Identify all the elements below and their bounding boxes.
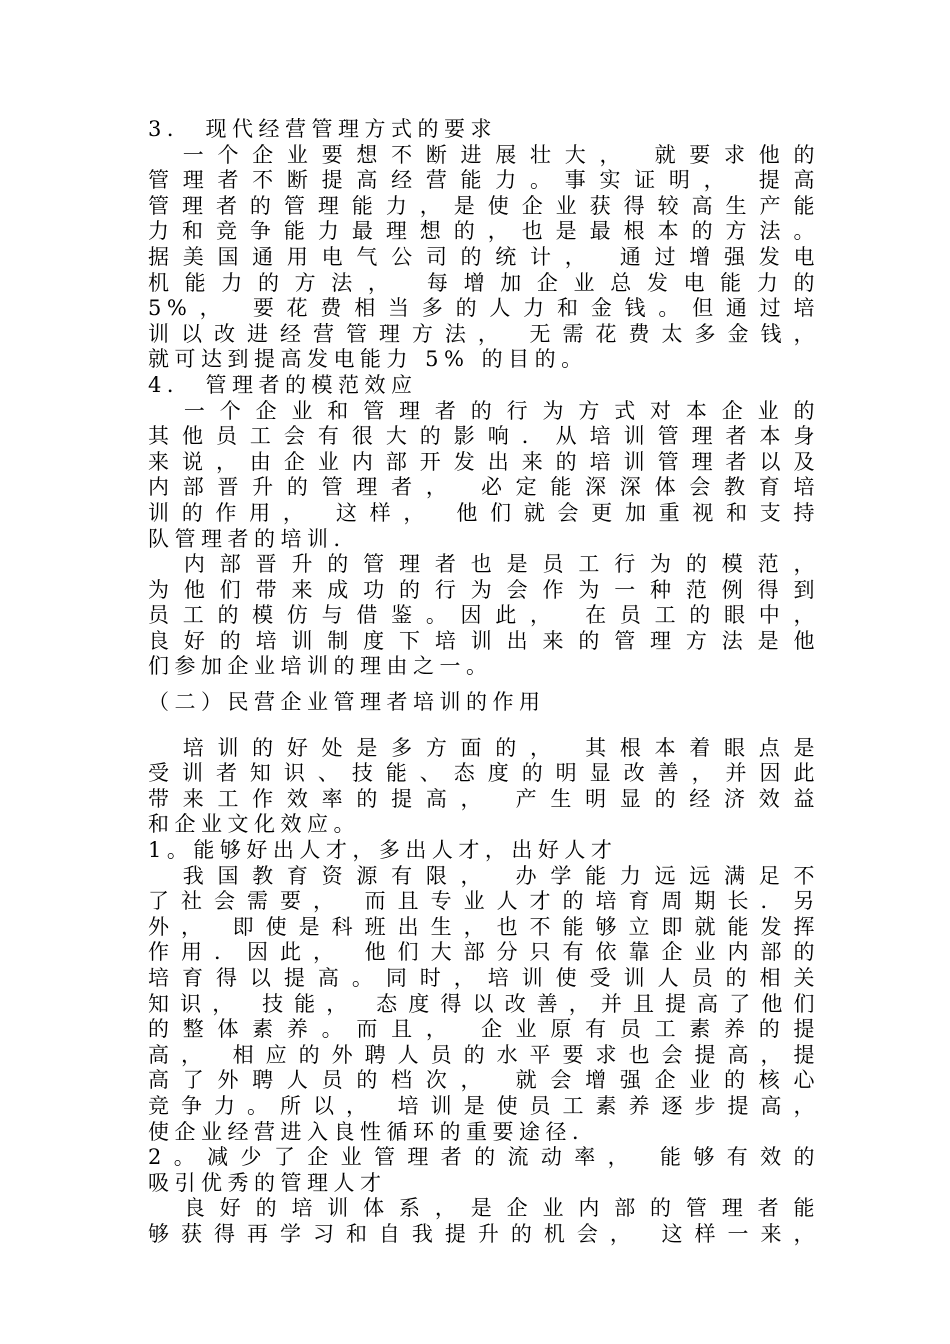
text-line: 高， 相应的外聘人员的水平要求也会提高，提 — [148, 1042, 820, 1067]
text-line: 据美国通用电气公司的统计， 通过增强发电 — [148, 244, 820, 269]
text-line: 力和竞争能力最理想的，也是最根本的方法。 — [148, 219, 820, 244]
text-line: 我国教育资源有限， 办学能力远远满足不 — [148, 863, 820, 888]
spacer — [148, 680, 820, 690]
text-line: 受训者知识、技能、态度的明显改善，并因此 — [148, 761, 820, 786]
text-line: 了社会需要， 而且专业人才的培育周期长．另 — [148, 889, 820, 914]
text-line: 够获得再学习和自我提升的机会， 这样一来， — [148, 1221, 820, 1246]
text-line: 为他们带来成功的行为会作为一种范例得到 — [148, 577, 820, 602]
text-line: 良好的培训制度下培训出来的管理方法是他 — [148, 628, 820, 653]
text-line: 知识， 技能， 态度得以改善，并且提高了他们 — [148, 991, 820, 1016]
text-line: 就可达到提高发电能力 5% 的目的。 — [148, 347, 588, 372]
text-line: 外， 即使是科班出生，也不能够立即就能发挥 — [148, 914, 820, 939]
text-line: 管理者不断提高经营能力。事实证明， 提高 — [148, 168, 820, 193]
heading-3: 3． 现代经营管理方式的要求 — [148, 117, 498, 141]
text-line: 高了外聘人员的档次， 就会增强企业的核心 — [148, 1068, 820, 1093]
document-body — [148, 117, 820, 1248]
text-line: 内部晋升的管理者， 必定能深深体会教育培 — [148, 475, 820, 500]
heading-2: 2。减少了企业管理者的流动率， 能够有效的 — [148, 1145, 820, 1170]
section-heading: （二）民营企业管理者培训的作用 — [148, 690, 546, 715]
text-line: 一个企业和管理者的行为方式对本企业的 — [148, 398, 820, 423]
text-line: 机能力的方法， 每增加企业总发电能力的 — [148, 270, 820, 295]
text-line: 使企业经营进入良性循环的重要途径． — [148, 1119, 599, 1144]
heading-2-continued: 吸引优秀的管理人才 — [148, 1170, 387, 1195]
text-line: 5%， 要花费相当多的人力和金钱。但通过培 — [148, 296, 820, 321]
text-line: 们参加企业培训的理由之一。 — [148, 654, 493, 679]
text-line: 训的作用， 这样， 他们就会更加重视和支持 — [148, 500, 820, 525]
text-line: 员工的模仿与借鉴。因此， 在员工的眼中， — [148, 603, 820, 628]
text-line: 管理者的管理能力，是使企业获得较高生产能 — [148, 193, 820, 218]
text-line: 队管理者的培训． — [148, 526, 360, 551]
heading-4: 4． 管理者的模范效应 — [148, 372, 418, 397]
text-line: 作用．因此， 他们大部分只有依靠企业内部的 — [148, 940, 820, 965]
text-line: 带来工作效率的提高， 产生明显的经济效益 — [148, 786, 820, 811]
text-line: 良好的培训体系，是企业内部的管理者能 — [148, 1196, 820, 1221]
text-line: 培训的好处是多方面的， 其根本着眼点是 — [148, 735, 820, 760]
text-line: 内部晋升的管理者也是员工行为的模范， — [148, 552, 820, 577]
heading-1: 1。能够好出人才，多出人才，出好人才 — [148, 838, 618, 863]
text-line: 和企业文化效应。 — [148, 812, 360, 837]
text-line: 来说，由企业内部开发出来的培训管理者以及 — [148, 449, 820, 474]
text-line: 一个企业要想不断进展壮大， 就要求他的 — [148, 142, 820, 167]
text-line: 竞争力。所以， 培训是使员工素养逐步提高， — [148, 1093, 820, 1118]
text-line: 培育得以提高。同时，培训使受训人员的相关 — [148, 966, 820, 990]
text-line: 其他员工会有很大的影响．从培训管理者本身 — [148, 424, 820, 449]
text-line: 训以改进经营管理方法， 无需花费太多金钱， — [148, 321, 820, 346]
spacer — [148, 716, 820, 736]
text-line: 的整体素养。而且， 企业原有员工素养的提 — [148, 1017, 820, 1042]
